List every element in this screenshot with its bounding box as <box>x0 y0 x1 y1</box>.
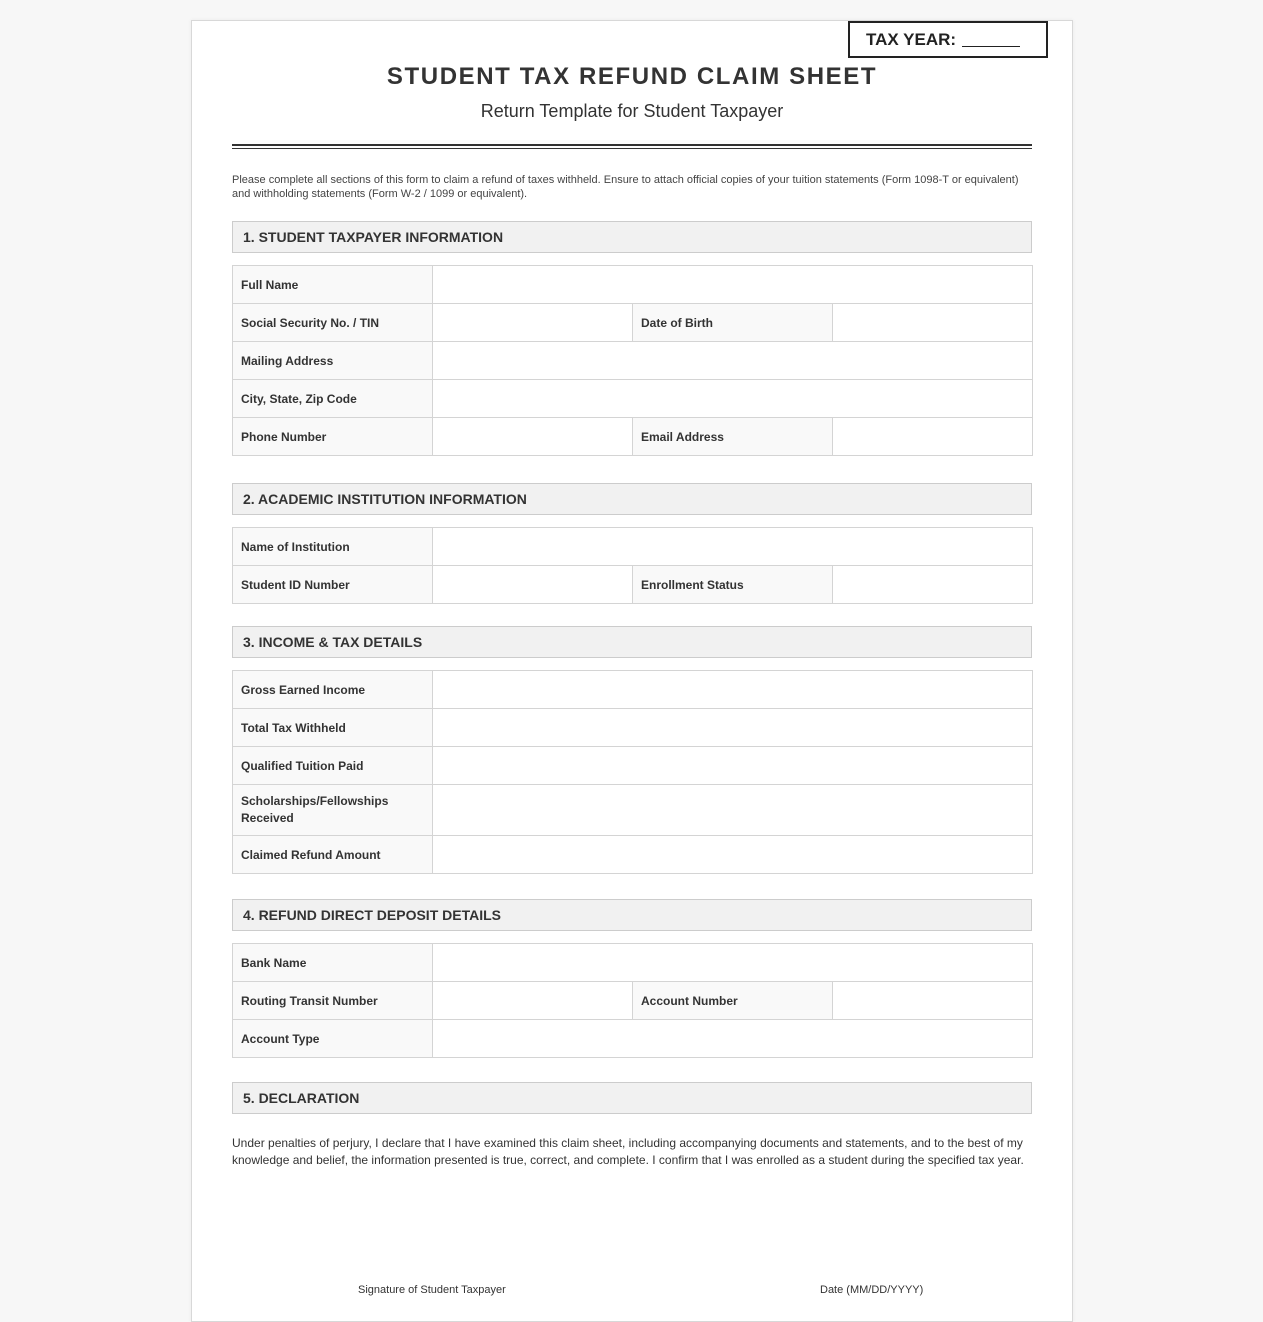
ssn-field[interactable] <box>433 304 633 342</box>
page-title: STUDENT TAX REFUND CLAIM SHEET <box>386 63 878 90</box>
enrollment-status-field[interactable] <box>833 566 1033 604</box>
section-header-income: 3. INCOME & TAX DETAILS <box>232 626 1032 658</box>
student-id-field[interactable] <box>433 566 633 604</box>
full-name-label: Full Name <box>233 266 433 304</box>
bank-name-label: Bank Name <box>233 944 433 982</box>
ssn-label: Social Security No. / TIN <box>233 304 433 342</box>
date-label: Date (MM/DD/YYYY) <box>820 1284 924 1296</box>
income-table <box>232 670 1033 874</box>
institution-field[interactable] <box>433 528 1033 566</box>
declaration-text: Under penalties of perjury, I declare that I have examined this claim sheet, including accompanying documents and statements, and to the best of my knowledge and belief, the information presented is true, correct, and complete. I confirm that I was enrolled as a student during the specified tax year. <box>232 1136 1024 1167</box>
phone-field[interactable] <box>433 418 633 456</box>
routing-number-label: Routing Transit Number <box>233 982 433 1020</box>
dob-label: Date of Birth <box>633 304 833 342</box>
email-field[interactable] <box>833 418 1033 456</box>
refund-amount-label: Claimed Refund Amount <box>233 836 433 874</box>
student-id-label: Student ID Number <box>233 566 433 604</box>
city-state-zip-label: City, State, Zip Code <box>233 380 433 418</box>
email-label: Email Address <box>633 418 833 456</box>
gross-income-label: Gross Earned Income <box>233 671 433 709</box>
gross-income-field[interactable] <box>433 671 1033 709</box>
section-header-declaration: 5. DECLARATION <box>232 1082 1032 1114</box>
phone-label: Phone Number <box>233 418 433 456</box>
intro-text: Please complete all sections of this form to claim a refund of taxes withheld. Ensure to attach official copies of your tuition statements (Form 1098-T or equivalent) and withholding statements (Form W-2 / 1099 or equivalent). <box>232 174 1019 200</box>
city-state-zip-field[interactable] <box>433 380 1033 418</box>
routing-number-field[interactable] <box>433 982 633 1020</box>
section-header-institution: 2. ACADEMIC INSTITUTION INFORMATION <box>232 483 1032 515</box>
student-info-table <box>232 265 1033 456</box>
refund-amount-field[interactable] <box>433 836 1033 874</box>
account-number-label: Account Number <box>633 982 833 1020</box>
full-name-field[interactable] <box>433 266 1033 304</box>
page-subtitle: Return Template for Student Taxpayer <box>480 101 784 121</box>
tuition-paid-field[interactable] <box>433 747 1033 785</box>
tuition-paid-label: Qualified Tuition Paid <box>233 747 433 785</box>
signature-label: Signature of Student Taxpayer <box>358 1284 506 1296</box>
scholarships-field[interactable] <box>433 785 1033 836</box>
account-type-label: Account Type <box>233 1020 433 1058</box>
account-number-field[interactable] <box>833 982 1033 1020</box>
section-header-student-info: 1. STUDENT TAXPAYER INFORMATION <box>232 221 1032 253</box>
scholarships-label: Scholarships/Fellowships Received <box>233 785 433 836</box>
tax-year-label: TAX YEAR: <box>866 29 957 49</box>
tax-year-box <box>848 21 1048 58</box>
enrollment-status-label: Enrollment Status <box>633 566 833 604</box>
mailing-address-field[interactable] <box>433 342 1033 380</box>
deposit-table <box>232 943 1033 1058</box>
bank-name-field[interactable] <box>433 944 1033 982</box>
account-type-field[interactable] <box>433 1020 1033 1058</box>
section-header-deposit: 4. REFUND DIRECT DEPOSIT DETAILS <box>232 899 1032 931</box>
tax-year-field[interactable] <box>962 32 1020 47</box>
header-divider <box>232 144 1032 149</box>
tax-withheld-label: Total Tax Withheld <box>233 709 433 747</box>
dob-field[interactable] <box>833 304 1033 342</box>
institution-label: Name of Institution <box>233 528 433 566</box>
mailing-address-label: Mailing Address <box>233 342 433 380</box>
institution-table <box>232 527 1033 604</box>
tax-withheld-field[interactable] <box>433 709 1033 747</box>
